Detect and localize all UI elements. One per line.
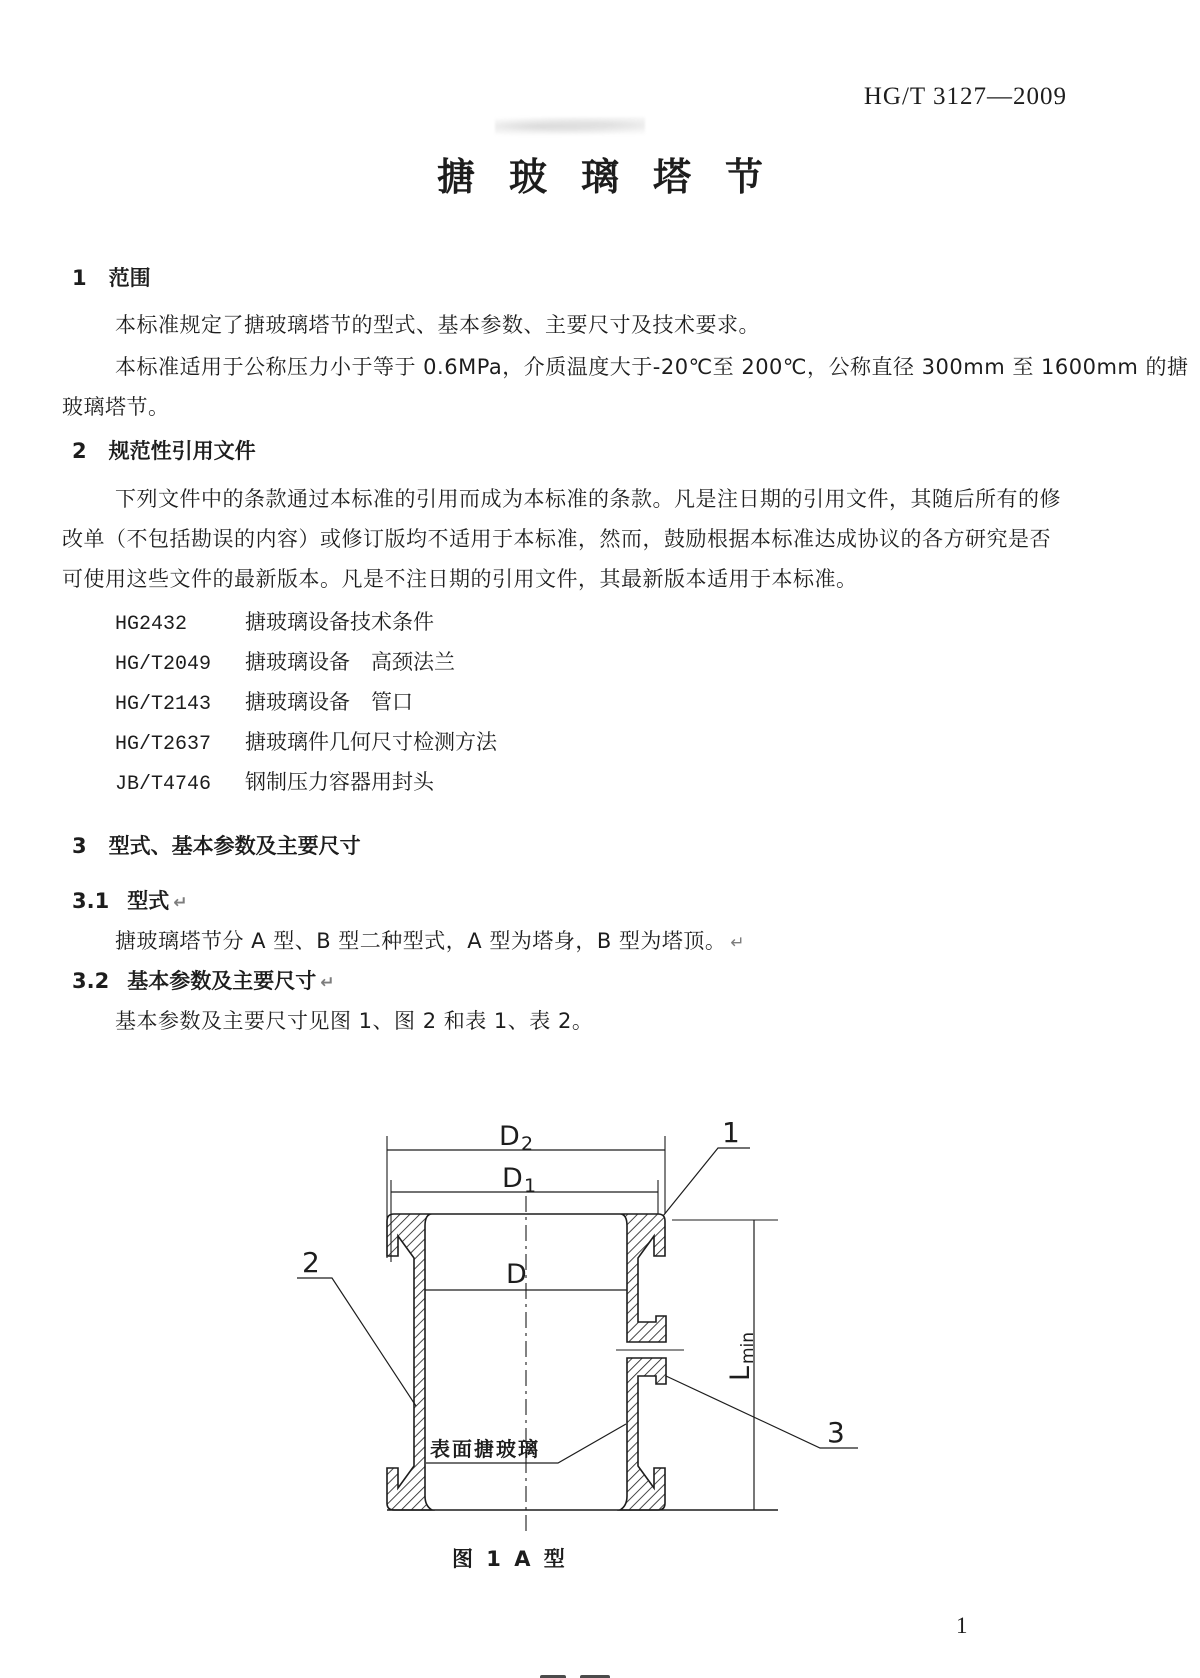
- dim-d2-label: D: [499, 1121, 520, 1152]
- reference-item: [115, 772, 434, 795]
- callout-2-leader: [297, 1278, 416, 1406]
- reference-item: [115, 692, 413, 715]
- section-1-number: 1: [72, 266, 87, 290]
- section-2-heading: [72, 441, 256, 462]
- standard-code: HG/T 3127—2009: [863, 83, 1067, 110]
- paragraph-line: 改单（不包括勘误的内容）或修订版均不适用于本标准，然而，鼓励根据本标准达成协议的各方研究是否: [62, 527, 1051, 551]
- dim-d2-label-sub: 2: [521, 1133, 534, 1155]
- figure-caption: 图 1 A 型: [452, 1547, 568, 1571]
- section-1-heading: [72, 268, 151, 289]
- reference-item: [115, 612, 434, 635]
- section-2-title: 规范性引用文件: [108, 439, 256, 463]
- reference-code: HG/T2049: [115, 653, 212, 676]
- reference-name: 搪玻璃设备技术条件: [245, 610, 434, 634]
- section-3-1-title: 型式: [127, 889, 170, 913]
- section-3-1-number: 3.1: [72, 889, 110, 913]
- reference-item: [115, 732, 497, 755]
- section-3-heading: [72, 836, 361, 857]
- paragraph-line: 本标准规定了搪玻璃塔节的型式、基本参数、主要尺寸及技术要求。: [115, 313, 760, 337]
- section-3-2-title: 基本参数及主要尺寸: [127, 969, 317, 993]
- paragraph-line: 可使用这些文件的最新版本。凡是不注日期的引用文件，其最新版本适用于本标准。: [62, 567, 858, 591]
- reference-code: JB/T4746: [115, 773, 212, 796]
- figure-1-drawing: [260, 1090, 910, 1560]
- paragraph-line: 玻璃塔节。: [62, 395, 170, 419]
- scan-artifact-top: [495, 117, 645, 136]
- section-2-number: 2: [72, 439, 87, 463]
- reference-code: HG/T2143: [115, 693, 212, 716]
- dim-d1-label: D: [502, 1163, 523, 1194]
- dim-lmin-label-sub: min: [738, 1331, 758, 1364]
- paragraph-return-mark: ↵: [730, 933, 746, 953]
- reference-code: HG/T2637: [115, 733, 212, 756]
- paragraph-line: 本标准适用于公称压力小于等于 0.6MPa，介质温度大于-20℃至 200℃，公称直径 300mm 至 1600mm 的搪: [115, 355, 1189, 379]
- reference-name: 钢制压力容器用封头: [245, 770, 434, 794]
- surface-label: 表面搪玻璃: [430, 1437, 540, 1461]
- paragraph-line: 下列文件中的条款通过本标准的引用而成为本标准的条款。凡是注日期的引用文件，其随后所有的修: [115, 487, 1061, 511]
- section-3-title: 型式、基本参数及主要尺寸: [108, 834, 361, 858]
- page-number: 1: [956, 1613, 968, 1638]
- callout-1-leader: [663, 1148, 750, 1216]
- vessel-right-wall-upper-section: [620, 1214, 666, 1342]
- callout-1-label: 1: [722, 1116, 740, 1149]
- callout-2-label: 2: [302, 1246, 320, 1279]
- reference-name: 搪玻璃设备 管口: [245, 690, 413, 714]
- section-3-2-number: 3.2: [72, 969, 110, 993]
- reference-name: 搪玻璃设备 高颈法兰: [245, 650, 455, 674]
- scan-artifact-bottom: [540, 1669, 650, 1678]
- paragraph-line: [115, 931, 745, 952]
- section-3-number: 3: [72, 834, 87, 858]
- section-3-2-heading: [72, 971, 334, 992]
- reference-code: HG2432: [115, 613, 188, 636]
- dim-d-label: D: [506, 1259, 527, 1290]
- vessel-right-wall-lower-section: [620, 1358, 666, 1510]
- paragraph-text: 搪玻璃塔节分 A 型、B 型二种型式，A 型为塔身，B 型为塔顶。: [115, 929, 727, 953]
- paragraph-return-mark: ↵: [320, 973, 335, 993]
- reference-item: [115, 652, 455, 675]
- paragraph-line: 基本参数及主要尺寸见图 1、图 2 和表 1、表 2。: [115, 1009, 594, 1033]
- section-1-title: 范围: [108, 266, 151, 290]
- dim-d1-label-sub: 1: [524, 1175, 537, 1197]
- section-3-1-heading: [72, 891, 187, 912]
- paragraph-return-mark: ↵: [173, 893, 188, 913]
- document-title: 搪玻璃塔节: [436, 155, 797, 199]
- callout-3-label: 3: [827, 1416, 845, 1449]
- reference-name: 搪玻璃件几何尺寸检测方法: [245, 730, 497, 754]
- vessel-left-wall-section: [387, 1214, 432, 1510]
- dim-lmin-label: L: [725, 1365, 756, 1381]
